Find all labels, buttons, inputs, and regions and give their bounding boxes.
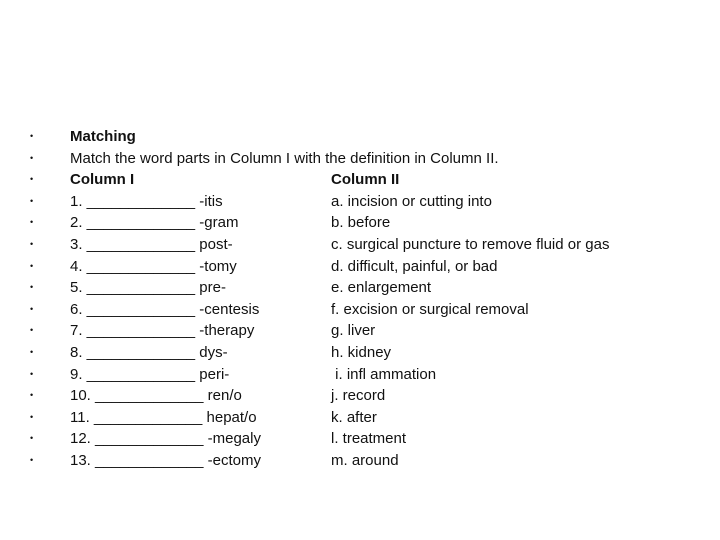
bullet: • [30, 455, 34, 465]
list-item-instructions [0, 148, 720, 169]
word-part-3: 3. _____________ post- [70, 236, 233, 253]
instructions-text: Match the word parts in Column I with the definition in Column II. [70, 149, 499, 167]
list-item [0, 428, 720, 449]
word-part-1: 1. _____________ -itis [70, 192, 223, 210]
list-item [0, 342, 720, 363]
bullet: • [30, 325, 34, 336]
bullet: • [30, 131, 34, 141]
list-item [0, 299, 720, 320]
word-part-4: 4. _____________ -tomy [70, 257, 237, 275]
list-item [0, 256, 720, 277]
column-2-header: Column II [331, 171, 400, 189]
bullet: • [30, 303, 34, 314]
bullet: • [30, 174, 34, 185]
list-item [0, 407, 720, 428]
definition-h: h. kidney [331, 344, 392, 361]
definition-m: m. around [331, 452, 399, 469]
definition-g: g. liver [331, 322, 376, 340]
definition-i: i. infl ammation [331, 365, 437, 383]
word-part-7: 7. _____________ -therapy [70, 322, 255, 340]
word-part-11: 11. _____________ hepat/o [70, 408, 257, 426]
column-1-header: Column I [70, 171, 135, 189]
word-part-6: 6. _____________ -centesis [70, 300, 260, 318]
bullet: • [30, 282, 34, 293]
bullet: • [30, 390, 34, 401]
list-item [0, 277, 720, 298]
bullet: • [30, 411, 34, 422]
definition-a: a. incision or cutting into [331, 192, 492, 210]
bullet: • [30, 195, 34, 206]
bullet: • [30, 368, 34, 379]
bullet: • [30, 152, 34, 163]
definition-j: j. record [331, 387, 386, 405]
definition-e: e. enlargement [331, 279, 432, 297]
list-item [0, 364, 720, 385]
bullet: • [30, 260, 34, 271]
definition-d: d. difficult, painful, or bad [331, 257, 498, 275]
list-item [0, 234, 720, 255]
definition-f: f. excision or surgical removal [331, 300, 529, 318]
definition-c: c. surgical puncture to remove fluid or gas [331, 236, 610, 253]
list-item [0, 320, 720, 341]
word-part-10: 10. _____________ ren/o [70, 387, 242, 405]
definition-b: b. before [331, 214, 391, 232]
word-part-2: 2. _____________ -gram [70, 214, 239, 232]
list-item [0, 450, 720, 471]
word-part-8: 8. _____________ dys- [70, 344, 228, 361]
word-part-13: 13. _____________ -ectomy [70, 452, 261, 469]
list-item-title [0, 126, 720, 147]
bullet: • [30, 217, 34, 228]
heading-matching: Matching [70, 128, 136, 145]
word-part-12: 12. _____________ -megaly [70, 430, 261, 448]
bullet: • [30, 347, 34, 357]
bullet: • [30, 433, 34, 444]
list-item [0, 212, 720, 233]
word-part-5: 5. _____________ pre- [70, 279, 226, 297]
list-item [0, 385, 720, 406]
list-item [0, 191, 720, 212]
list-item-column-headers [0, 169, 720, 190]
definition-k: k. after [331, 408, 377, 426]
bullet: • [30, 239, 34, 249]
definition-l: l. treatment [331, 430, 407, 448]
word-part-9: 9. _____________ peri- [70, 365, 230, 383]
